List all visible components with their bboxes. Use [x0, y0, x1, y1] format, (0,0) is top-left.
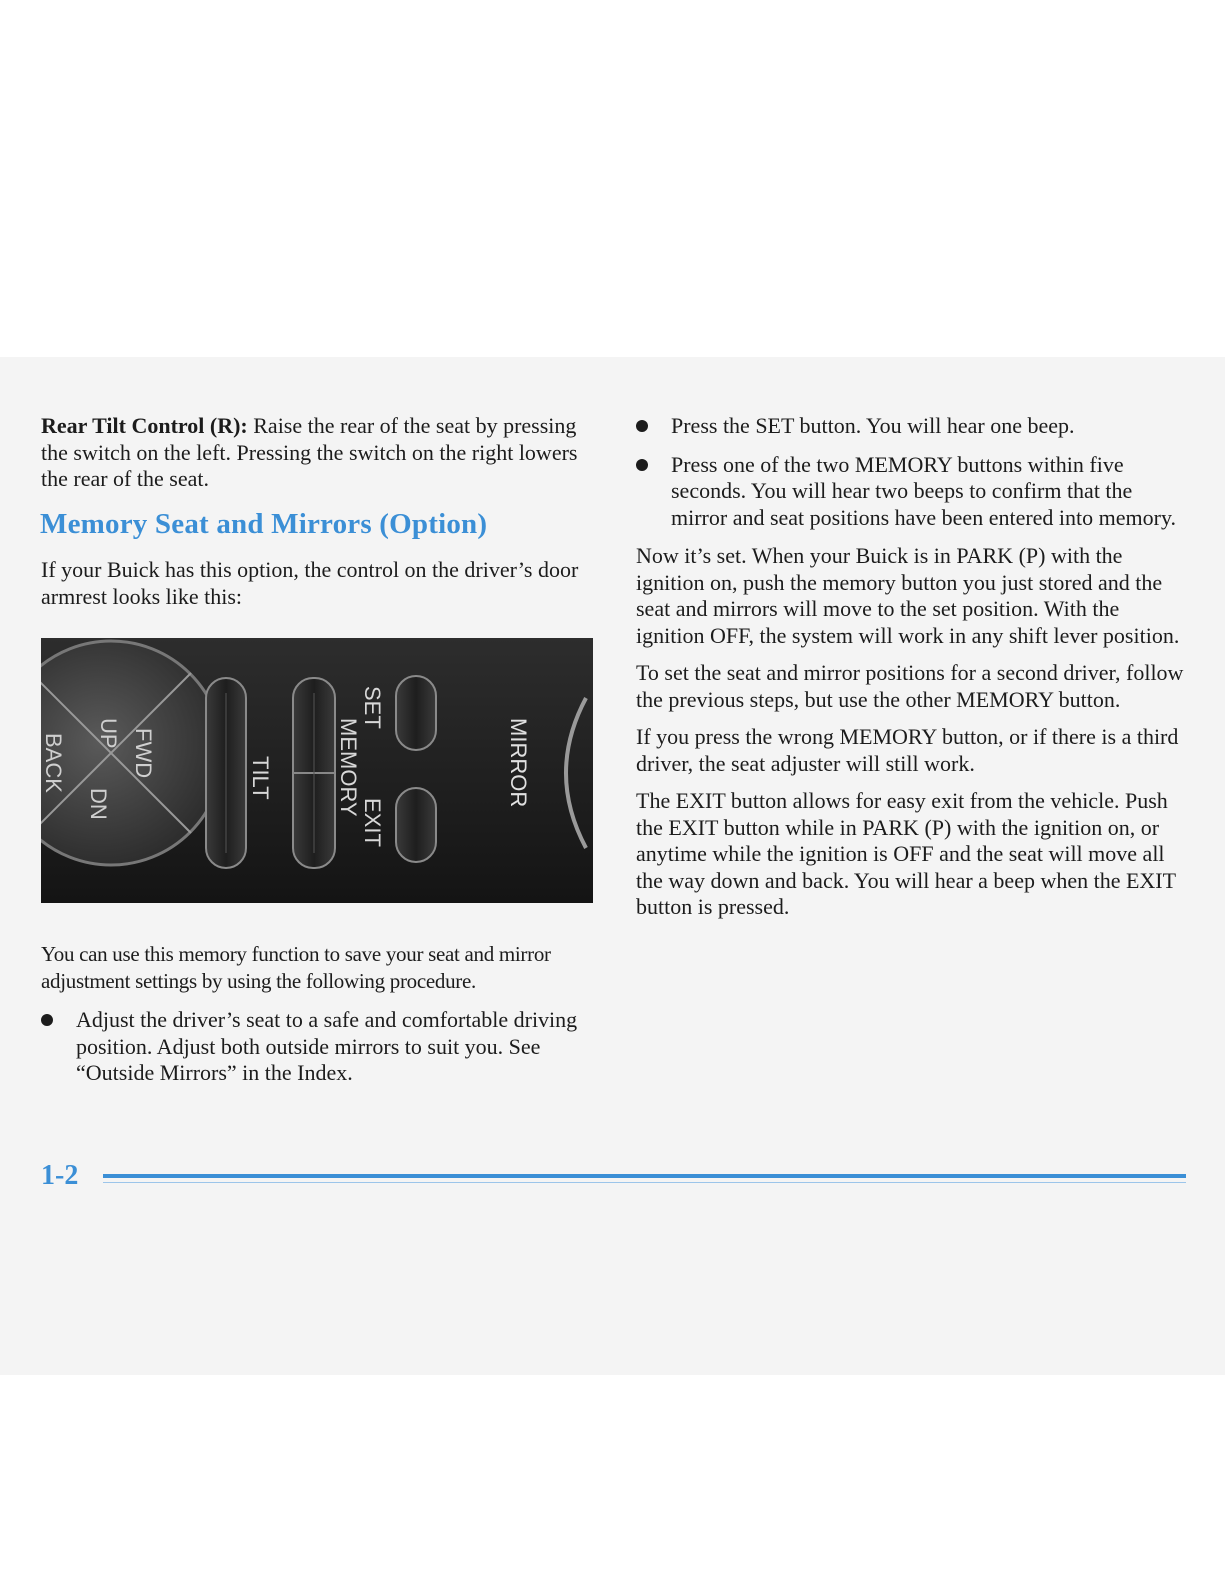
right-column: [636, 413, 1188, 932]
memory-control-figure: [41, 638, 593, 903]
right-bullet-list: [636, 413, 1188, 531]
list-item: Press the SET button. You will hear one beep.: [636, 413, 1188, 440]
left-bullet-list: [41, 1007, 596, 1099]
figure-caption: You can use this memory function to save your seat and mirror adjustment settings by using the following procedure.: [41, 942, 551, 993]
paragraph-second-driver: To set the seat and mirror positions for a second driver, follow the previous steps, but use the other MEMORY button.: [636, 660, 1184, 712]
bullet-icon: [41, 1014, 53, 1026]
section-heading: Memory Seat and Mirrors (Option): [40, 508, 488, 540]
rear-tilt-text: Raise the rear of the seat by pressing the switch on the left. Pressing the switch on the right lowers the rear of the seat.: [41, 413, 578, 491]
memory-control-illustration: [41, 638, 593, 903]
label-set: SET: [360, 686, 385, 729]
bullet-icon: [636, 420, 648, 432]
label-exit: EXIT: [360, 798, 385, 847]
page-number: 1-2: [41, 1160, 79, 1191]
footer-rule: [103, 1174, 1186, 1178]
label-up: UP: [96, 718, 121, 749]
label-memory: MEMORY: [336, 718, 361, 817]
intro-paragraph: If your Buick has this option, the control on the driver’s door armrest looks like this:: [41, 557, 579, 609]
label-dn: DN: [86, 788, 111, 820]
label-mirror: MIRROR: [506, 718, 531, 808]
list-item: Press one of the two MEMORY buttons within five seconds. You will hear two beeps to confirm that the mirror and seat positions have been entered into memory.: [636, 452, 1188, 532]
paragraph-wrong-button: If you press the wrong MEMORY button, or if there is a third driver, the seat adjuster will still work.: [636, 724, 1179, 776]
rear-tilt-lead: Rear Tilt Control (R):: [41, 413, 248, 438]
label-back: BACK: [41, 733, 66, 793]
bullet-icon: [636, 459, 648, 471]
label-fwd: FWD: [131, 728, 156, 779]
paragraph-exit-button: The EXIT button allows for easy exit from the vehicle. Push the EXIT button while in PARK (P) with the ignition on, or anytime while the ignition is OFF and the seat will move all the way down and back. You will hear a beep when the EXIT button is pressed.: [636, 788, 1176, 919]
rear-tilt-paragraph: [41, 413, 596, 493]
footer-rule-thin: [103, 1182, 1186, 1183]
paragraph-now-set: Now it’s set. When your Buick is in PARK (P) with the ignition on, push the memory button you just stored and the seat and mirrors will move to the set position. With the ignition OFF, the system will work in any shift lever position.: [636, 543, 1180, 648]
list-item: Adjust the driver’s seat to a safe and comfortable driving position. Adjust both outside mirrors to suit you. See “Outside Mirrors” in the Index.: [41, 1007, 596, 1087]
label-tilt: TILT: [248, 756, 273, 800]
